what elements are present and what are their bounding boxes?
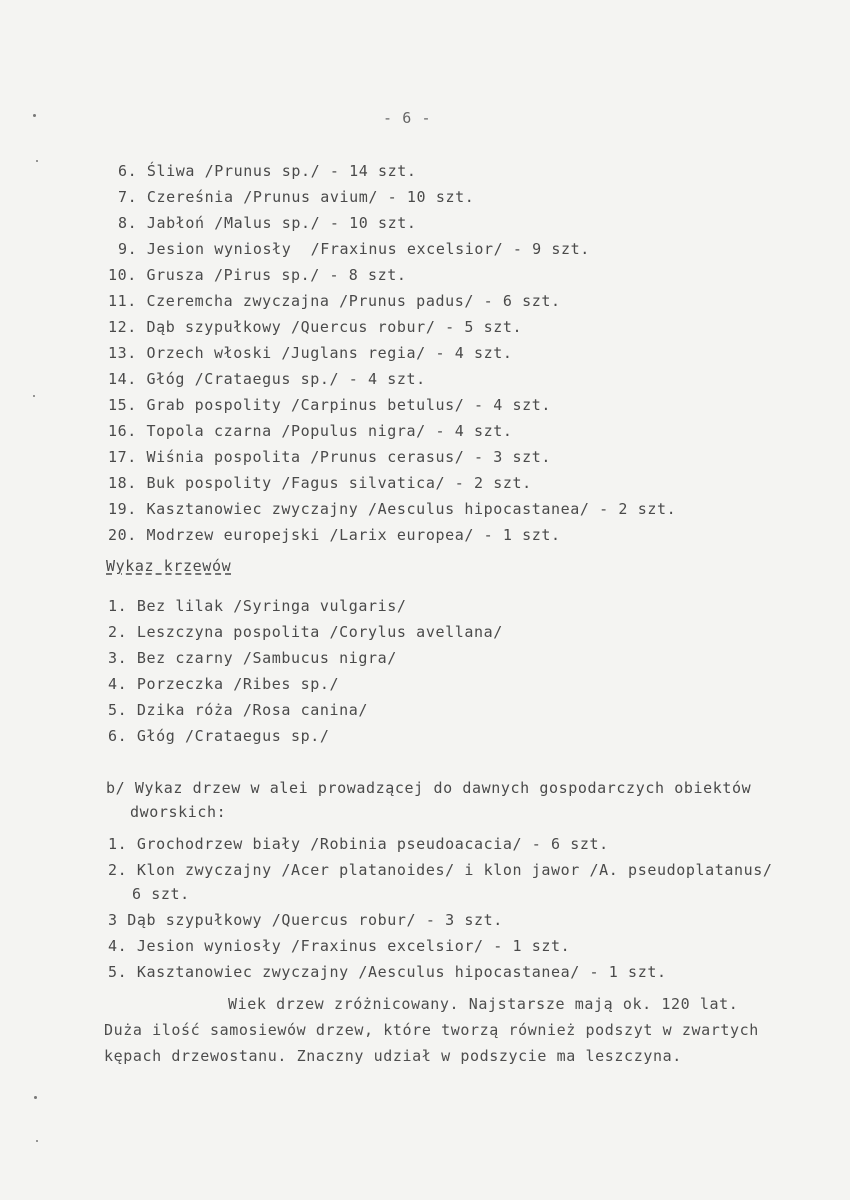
list-item: 3. Bez czarny /Sambucus nigra/ [108, 649, 397, 667]
scan-speck [34, 1096, 37, 1099]
list-item: 20. Modrzew europejski /Larix europea/ - 1 szt. [108, 526, 561, 544]
list-item: 5. Kasztanowiec zwyczajny /Aesculus hipocastanea/ - 1 szt. [108, 963, 667, 981]
list-item: 3 Dąb szypułkowy /Quercus robur/ - 3 szt. [108, 911, 503, 929]
list-item-cont: 6 szt. [132, 885, 190, 903]
list-item: 9. Jesion wyniosły /Fraxinus excelsior/ - 9 szt. [118, 240, 590, 258]
list-item: 7. Czereśnia /Prunus avium/ - 10 szt. [118, 188, 475, 206]
list-item: 14. Głóg /Crataegus sp./ - 4 szt. [108, 370, 426, 388]
list-item: 10. Grusza /Pirus sp./ - 8 szt. [108, 266, 407, 284]
list-item: 15. Grab pospolity /Carpinus betulus/ - 4 szt. [108, 396, 552, 414]
paragraph-line: kępach drzewostanu. Znaczny udział w podszycie ma leszczyna. [104, 1047, 682, 1065]
page-number: - 6 - [383, 109, 432, 127]
list-item: 13. Orzech włoski /Juglans regia/ - 4 szt. [108, 344, 513, 362]
list-item: 4. Jesion wyniosły /Fraxinus excelsior/ - 1 szt. [108, 937, 571, 955]
list-item: 2. Leszczyna pospolita /Corylus avellana/ [108, 623, 503, 641]
list-item: 5. Dzika róża /Rosa canina/ [108, 701, 369, 719]
shrubs-heading: Wykaz krzewów [106, 557, 232, 575]
list-item: 17. Wiśnia pospolita /Prunus cerasus/ - 3 szt. [108, 448, 552, 466]
list-item: 2. Klon zwyczajny /Acer platanoides/ i klon jawor /A. pseudoplatanus/ [108, 861, 773, 879]
list-item: 16. Topola czarna /Populus nigra/ - 4 szt. [108, 422, 513, 440]
scan-speck [36, 160, 38, 162]
paragraph-line: Wiek drzew zróżnicowany. Najstarsze mają ok. 120 lat. [228, 995, 739, 1013]
list-item: 1. Grochodrzew biały /Robinia pseudoacacia/ - 6 szt. [108, 835, 609, 853]
section-intro: b/ Wykaz drzew w alei prowadzącej do dawnych gospodarczych obiektów [106, 779, 752, 797]
list-item: 1. Bez lilak /Syringa vulgaris/ [108, 597, 407, 615]
scan-speck [33, 395, 35, 397]
list-item: 11. Czeremcha zwyczajna /Prunus padus/ - 6 szt. [108, 292, 561, 310]
list-item: 18. Buk pospolity /Fagus silvatica/ - 2 szt. [108, 474, 532, 492]
list-item: 8. Jabłoń /Malus sp./ - 10 szt. [118, 214, 417, 232]
list-item: 12. Dąb szypułkowy /Quercus robur/ - 5 szt. [108, 318, 523, 336]
list-item: 6. Głóg /Crataegus sp./ [108, 727, 330, 745]
list-item: 6. Śliwa /Prunus sp./ - 14 szt. [118, 162, 417, 180]
section-intro-cont: dworskich: [130, 803, 227, 821]
paragraph-line: Duża ilość samosiewów drzew, które tworzą również podszyt w zwartych [104, 1021, 759, 1039]
list-item: 4. Porzeczka /Ribes sp./ [108, 675, 340, 693]
list-item: 19. Kasztanowiec zwyczajny /Aesculus hipocastanea/ - 2 szt. [108, 500, 677, 518]
scan-speck [33, 114, 36, 117]
scan-speck [36, 1140, 38, 1142]
